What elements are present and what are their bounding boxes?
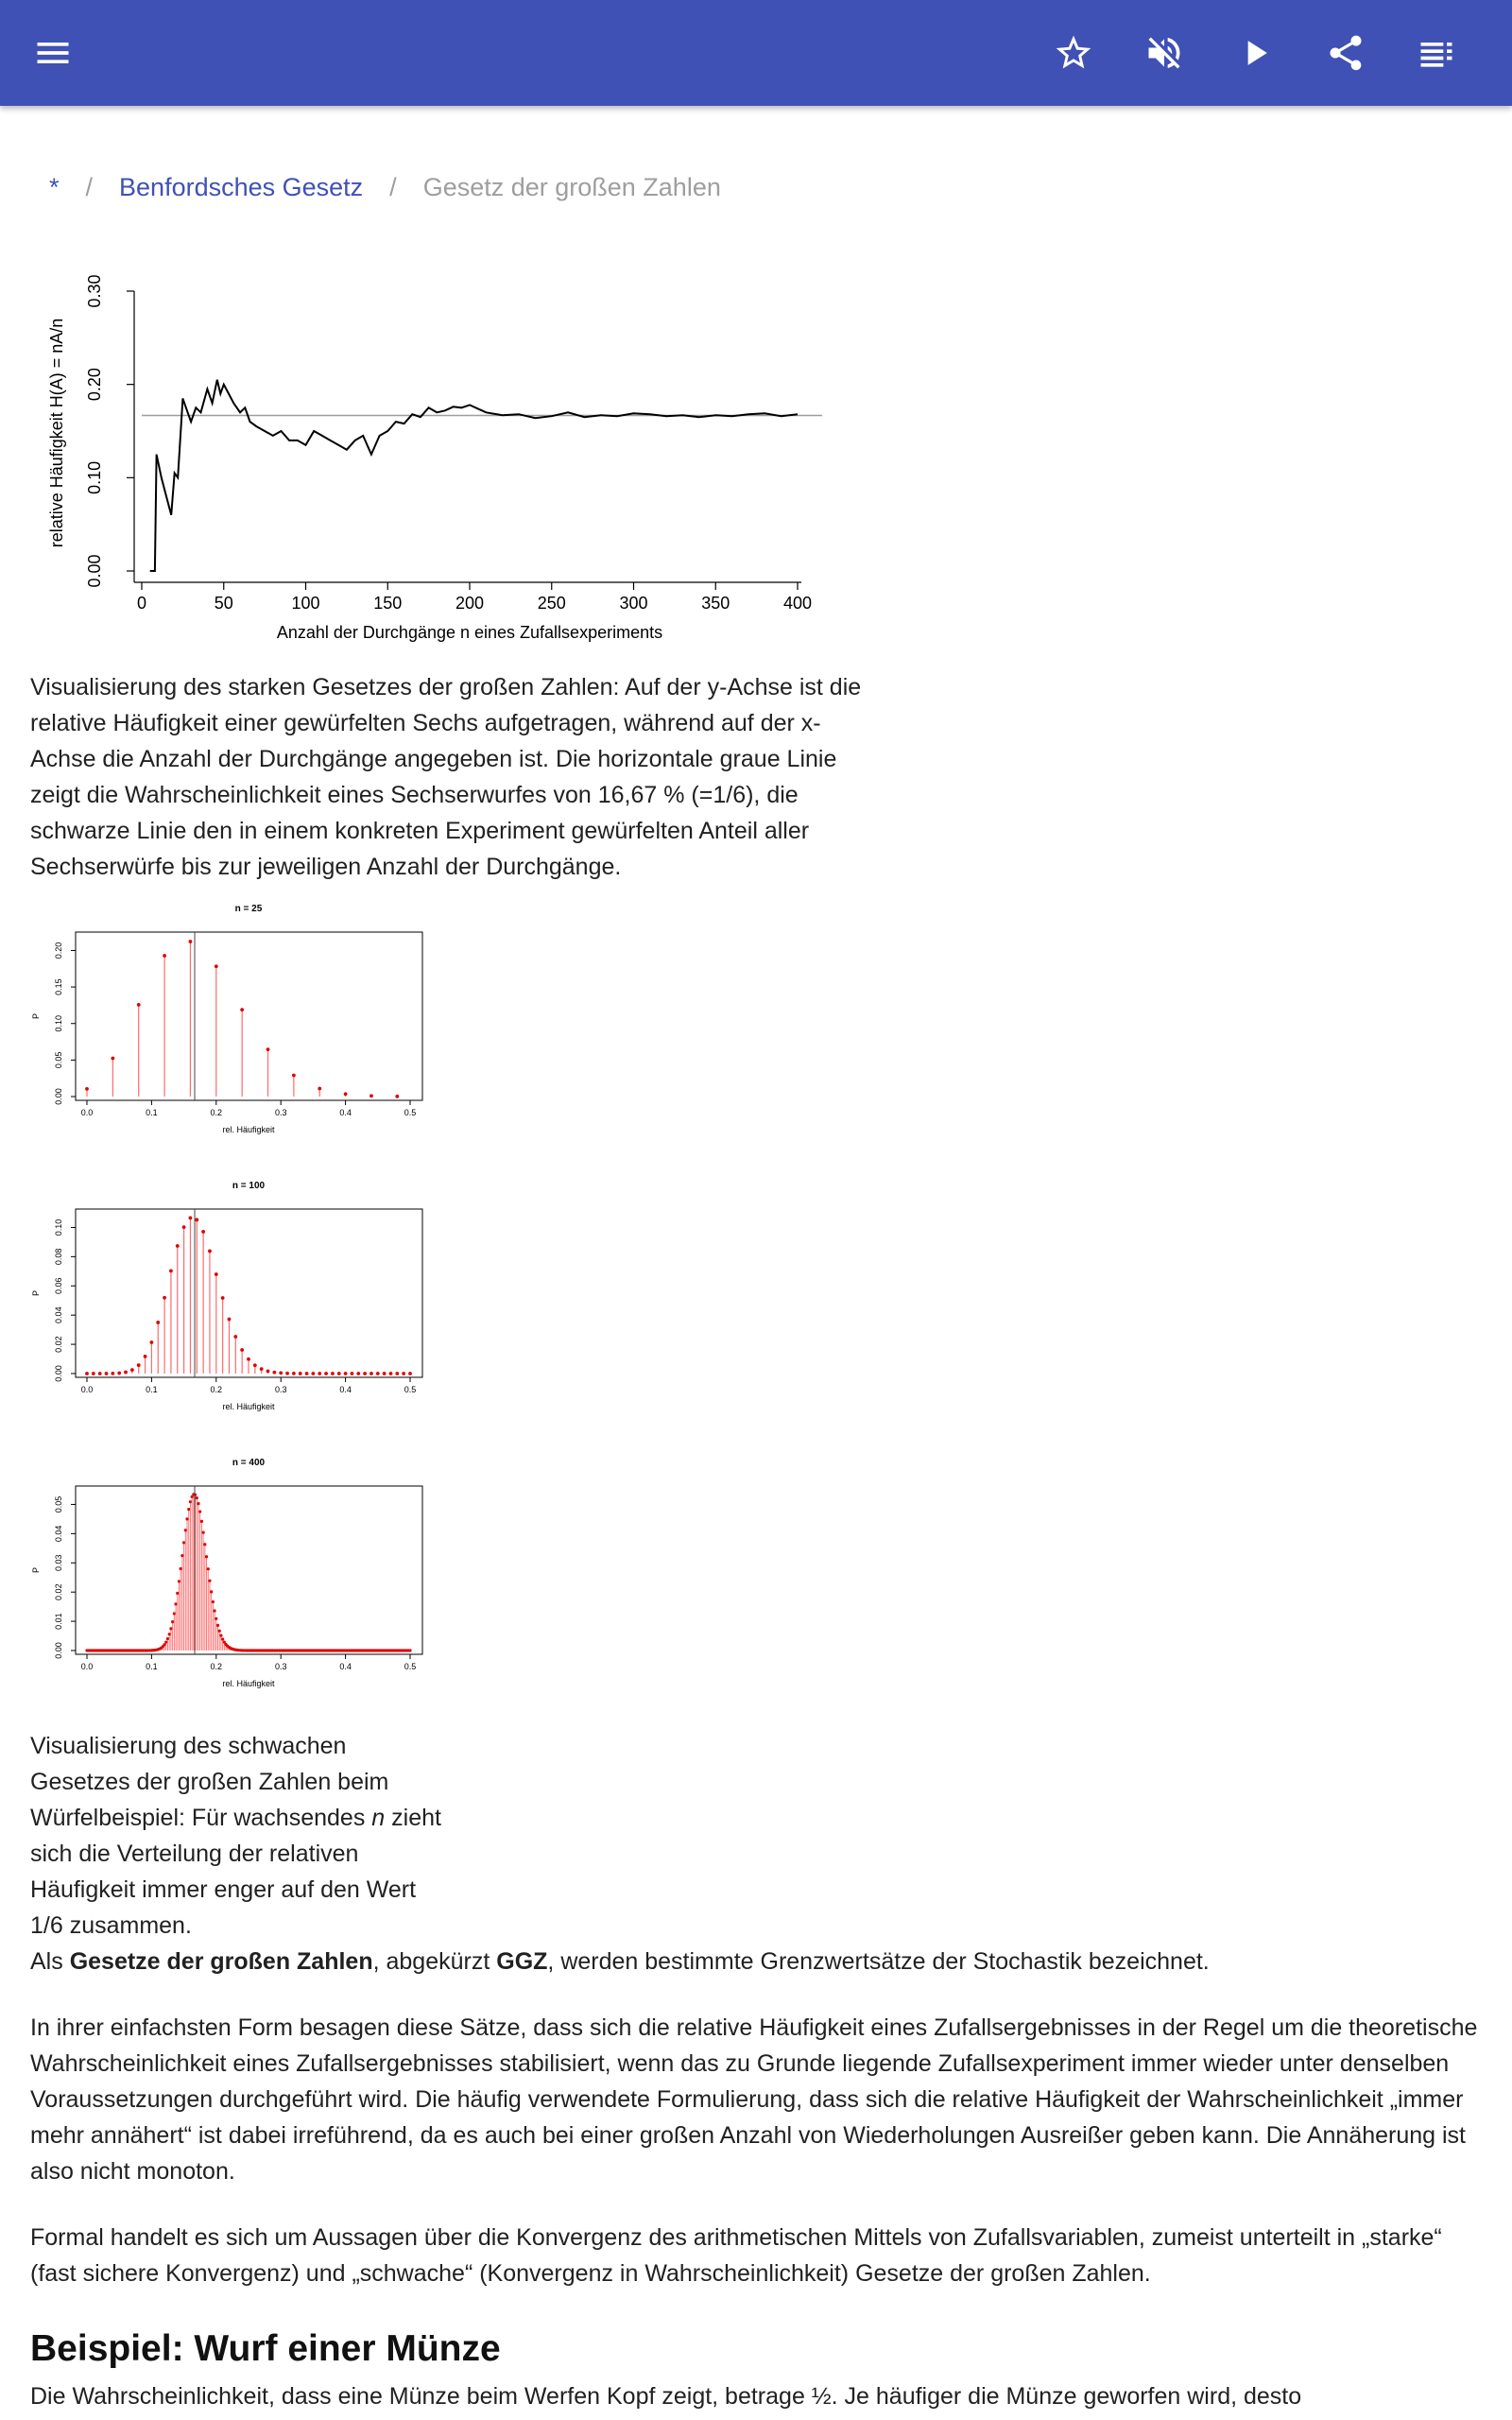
plot-frame — [76, 1209, 422, 1377]
weak-law-caption — [30, 1728, 446, 1944]
bookmark-button[interactable] — [1043, 23, 1104, 83]
play-button[interactable] — [1225, 23, 1285, 83]
probability-point — [279, 1372, 283, 1375]
probability-point — [344, 1372, 348, 1375]
x-tick-label: 0.2 — [210, 1108, 223, 1117]
probability-point — [171, 1620, 174, 1623]
probability-point — [324, 1372, 328, 1375]
mute-button[interactable] — [1134, 23, 1194, 83]
section-heading-coin-toss: Beispiel: Wurf einer Münze — [30, 2328, 501, 2369]
probability-point — [169, 1269, 173, 1272]
term-ggz-abbr: GGZ — [496, 1948, 548, 1975]
probability-point — [233, 1335, 237, 1339]
x-tick-label: 0.5 — [404, 1385, 417, 1394]
probability-point — [185, 1517, 188, 1520]
probability-point — [240, 1008, 244, 1011]
strong-law-chart — [30, 263, 862, 650]
binomial-panel-n-100 — [31, 1181, 422, 1411]
plot-frame — [76, 1486, 422, 1654]
share-icon — [1325, 32, 1366, 74]
probability-point — [180, 1554, 183, 1557]
share-button[interactable] — [1315, 23, 1376, 83]
x-tick-label: 0.5 — [404, 1662, 417, 1671]
y-axis-label: P — [31, 1566, 41, 1574]
binomial-panel-n-25 — [31, 904, 422, 1134]
y-tick-label: 0.03 — [54, 1554, 63, 1572]
x-tick-label: 350 — [701, 594, 730, 613]
y-tick-label: 0.06 — [54, 1277, 63, 1295]
probability-point — [312, 1372, 316, 1375]
probability-point — [240, 1348, 244, 1352]
y-tick-label: 0.02 — [54, 1336, 63, 1353]
probability-point — [85, 1372, 89, 1375]
y-tick-label: 0.20 — [85, 368, 104, 402]
probability-point — [208, 1580, 211, 1582]
probability-point — [305, 1372, 309, 1375]
probability-point — [299, 1372, 302, 1375]
probability-point — [212, 1600, 215, 1603]
probability-point — [215, 1272, 218, 1276]
probability-point — [292, 1074, 296, 1078]
x-axis-label: rel. Häufigkeit — [222, 1402, 275, 1411]
probability-point — [182, 1541, 185, 1544]
probability-point — [228, 1318, 232, 1322]
y-tick-label: 0.30 — [85, 274, 104, 308]
probability-point — [395, 1372, 399, 1375]
weak-law-charts — [30, 898, 437, 1711]
relative-frequency-line — [150, 380, 798, 571]
term-ggz-full: Gesetze der großen Zahlen — [69, 1948, 373, 1975]
y-tick-label: 0.08 — [54, 1248, 63, 1266]
probability-point — [356, 1372, 360, 1375]
probability-point — [176, 1244, 180, 1248]
x-tick-label: 0.0 — [80, 1385, 94, 1394]
y-axis-label: P — [31, 1289, 41, 1297]
x-axis-label: rel. Häufigkeit — [222, 1679, 275, 1688]
probability-point — [395, 1095, 399, 1098]
probability-point — [156, 1321, 160, 1324]
intro-paragraph: Als Gesetze der großen Zahlen, abgekürzt GGZ, werden bestimmte Grenzwertsätze der Stochastik bezeichnet. — [30, 1948, 1210, 1975]
weak-law-figure[interactable] — [30, 898, 437, 1711]
x-tick-label: 0.5 — [404, 1108, 417, 1117]
probability-point — [201, 1230, 205, 1234]
caption-text: zieht sich die Verteilung der relativen Häufigkeit immer enger auf den Wert 1/6 zusammen. — [30, 1805, 441, 1939]
breadcrumb-separator: / — [85, 172, 94, 201]
probability-point — [363, 1372, 367, 1375]
probability-point — [266, 1370, 270, 1374]
strong-law-caption: Visualisierung des starken Gesetzes der großen Zahlen: Auf der y-Achse ist die relative Häufigkeit einer gewürfelten Sechs aufgetragen, während auf der x-Achse die Anzahl der Durchgänge angegeben ist. Die horizontale graue Linie zeigt die Wahrscheinlichkeit eines Sechserwurfes von 16,67 % (=1/6), die schwarze Linie den in einem konkreten Experiment gewürfelten Anteil aller Sechserwürfe bis zur jeweiligen Anzahl der Durchgänge. — [30, 674, 862, 880]
probability-point — [203, 1543, 206, 1546]
plot-frame — [76, 932, 422, 1100]
x-tick-label: 0.1 — [146, 1662, 158, 1671]
probability-point — [337, 1372, 341, 1375]
probability-point — [144, 1355, 147, 1358]
playlist-icon — [1416, 32, 1457, 74]
probability-point — [376, 1372, 380, 1375]
probability-point — [408, 1372, 412, 1375]
probability-point — [180, 1567, 182, 1570]
probability-point — [189, 940, 193, 943]
breadcrumb — [49, 168, 721, 206]
probability-point — [168, 1633, 171, 1635]
paragraph-simplest-form: In ihrer einfachsten Form besagen diese Sätze, dass sich die relative Häufigkeit eines Zufallsergebnisses in der Regel um die theoretische Wahrscheinlichkeit eines Zufallsergebnisses stabilisiert, wenn das zu Grunde liegende Zufallsexperiment immer wieder unter denselben Voraussetzungen durchgeführt wird. Die häufig verwendete Formulierung, dass sich die relative Häufigkeit der Wahrscheinlichkeit „immer mehr annähert“ ist dabei irreführend, da es auch bei einer großen Anzahl von Wiederholungen Ausreißer geben kann. Die Annäherung ist also nicht monoton. — [30, 2014, 1478, 2185]
probability-point — [285, 1372, 289, 1375]
probability-point — [344, 1092, 348, 1096]
paragraph-formal: Formal handelt es sich um Aussagen über die Konvergenz des arithmetischen Mittels von Zufallsvariablen, zumeist unterteilt in „starke“ (fast sichere Konvergenz) und „schwache“ (Konvergenz in Wahrscheinlichkeit) Gesetze der großen Zahlen. — [30, 2224, 1442, 2287]
binomial-panel-n-400 — [31, 1458, 422, 1688]
x-tick-label: 0.4 — [339, 1108, 352, 1117]
probability-point — [164, 1640, 167, 1643]
probability-point — [194, 1494, 197, 1496]
x-tick-label: 0.3 — [274, 1108, 287, 1117]
y-tick-label: 0.04 — [54, 1525, 63, 1543]
probability-point — [150, 1340, 154, 1344]
breadcrumb-parent-link[interactable]: Benfordsches Gesetz — [119, 172, 364, 201]
x-tick-label: 0.1 — [146, 1108, 158, 1117]
probability-point — [137, 1003, 141, 1007]
probability-point — [176, 1592, 179, 1595]
y-tick-label: 0.05 — [54, 1051, 63, 1069]
probability-point — [85, 1087, 89, 1091]
probability-point — [105, 1372, 109, 1375]
probability-point — [163, 1643, 165, 1646]
x-tick-label: 0.3 — [274, 1385, 287, 1394]
y-tick-label: 0.01 — [54, 1613, 63, 1630]
x-tick-label: 0.4 — [339, 1385, 352, 1394]
probability-point — [174, 1602, 177, 1605]
menu-icon — [32, 32, 74, 74]
y-tick-label: 0.10 — [85, 460, 104, 494]
x-tick-label: 50 — [214, 594, 233, 613]
probability-point — [111, 1057, 114, 1061]
probability-point — [318, 1372, 321, 1375]
probability-point — [221, 1296, 225, 1300]
probability-point — [369, 1372, 373, 1375]
x-tick-label: 0.1 — [146, 1385, 158, 1394]
x-axis-label: rel. Häufigkeit — [222, 1125, 275, 1134]
probability-point — [369, 1094, 373, 1098]
x-tick-label: 0.2 — [210, 1385, 223, 1394]
x-tick-label: 0.0 — [80, 1662, 94, 1671]
probability-point — [178, 1580, 180, 1582]
y-tick-label: 0.00 — [54, 1365, 63, 1382]
x-tick-label: 0.4 — [339, 1662, 352, 1671]
probability-point — [163, 1296, 166, 1300]
probability-point — [130, 1368, 134, 1372]
probability-point — [173, 1612, 176, 1615]
app-bar — [0, 0, 1512, 106]
probability-point — [184, 1529, 187, 1531]
probability-point — [318, 1087, 321, 1091]
y-tick-label: 0.04 — [54, 1306, 63, 1323]
x-tick-label: 0 — [136, 594, 147, 613]
probability-point — [200, 1520, 203, 1523]
caption-text: Visualisierung des schwachen Gesetzes der großen Zahlen beim Würfelbeispiel: Für wachsendes — [30, 1733, 389, 1831]
probability-point — [202, 1531, 205, 1534]
y-tick-label: 0.20 — [54, 942, 63, 959]
probability-point — [351, 1372, 354, 1375]
probability-point — [219, 1634, 222, 1637]
probability-point — [198, 1510, 201, 1512]
probability-point — [205, 1555, 208, 1558]
menu-button[interactable] — [23, 23, 83, 83]
probability-point — [213, 1609, 215, 1612]
y-tick-label: 0.00 — [54, 1642, 63, 1659]
probability-point — [197, 1502, 199, 1505]
probability-point — [389, 1372, 393, 1375]
y-tick-label: 0.02 — [54, 1583, 63, 1600]
x-tick-label: 150 — [373, 594, 403, 613]
y-tick-label: 0.05 — [54, 1495, 63, 1513]
panel-title: n = 100 — [232, 1181, 266, 1191]
panel-title: n = 400 — [232, 1458, 266, 1468]
x-tick-label: 250 — [537, 594, 566, 613]
contents-button[interactable] — [1406, 23, 1467, 83]
probability-point — [221, 1637, 224, 1640]
probability-point — [215, 964, 218, 968]
probability-point — [272, 1371, 276, 1374]
probability-point — [207, 1567, 210, 1570]
star-icon — [1053, 32, 1094, 74]
x-tick-label: 0.2 — [210, 1662, 223, 1671]
x-axis-label: Anzahl der Durchgänge n eines Zufallsexperiments — [276, 623, 663, 642]
probability-point — [124, 1371, 128, 1374]
probability-point — [182, 1225, 186, 1229]
probability-point — [383, 1372, 387, 1375]
x-tick-label: 0.0 — [80, 1108, 94, 1117]
probability-point — [208, 1250, 212, 1253]
probability-point — [331, 1372, 335, 1375]
y-tick-label: 0.10 — [54, 1219, 63, 1236]
probability-point — [117, 1372, 121, 1375]
probability-point — [189, 1217, 193, 1220]
probability-point — [247, 1357, 250, 1361]
breadcrumb-home-link[interactable]: * — [49, 172, 60, 201]
paragraph-coin-toss: Die Wahrscheinlichkeit, dass eine Münze beim Werfen Kopf zeigt, betrage ½. Je häufiger die Münze geworfen wird, desto — [30, 2383, 1302, 2410]
y-axis-label: relative Häufigkeit H(A) = nA/n — [47, 318, 66, 548]
probability-point — [218, 1630, 221, 1633]
probability-point — [215, 1617, 217, 1620]
mute-icon — [1143, 32, 1185, 74]
probability-point — [292, 1372, 296, 1375]
probability-point — [137, 1363, 141, 1367]
probability-point — [166, 1637, 169, 1640]
probability-point — [260, 1367, 264, 1371]
probability-point — [98, 1372, 102, 1375]
probability-point — [216, 1624, 219, 1627]
y-tick-label: 0.10 — [54, 1014, 63, 1032]
probability-point — [189, 1500, 192, 1503]
x-tick-label: 0.3 — [274, 1662, 287, 1671]
y-tick-label: 0.15 — [54, 978, 63, 995]
probability-point — [210, 1590, 213, 1593]
probability-point — [92, 1372, 95, 1375]
probability-point — [111, 1372, 114, 1375]
strong-law-figure[interactable] — [30, 263, 862, 650]
play-icon — [1234, 32, 1276, 74]
x-tick-label: 400 — [782, 594, 813, 613]
probability-point — [402, 1372, 405, 1375]
probability-point — [187, 1508, 190, 1511]
x-tick-label: 300 — [619, 594, 648, 613]
x-tick-label: 200 — [455, 594, 485, 613]
probability-point — [195, 1218, 198, 1221]
y-tick-label: 0.00 — [54, 1088, 63, 1105]
probability-point — [253, 1363, 257, 1367]
probability-point — [266, 1047, 270, 1051]
probability-point — [163, 954, 166, 958]
y-axis-label: P — [31, 1012, 41, 1020]
probability-point — [169, 1627, 172, 1630]
probability-point — [408, 1649, 411, 1651]
panel-title: n = 25 — [234, 904, 263, 914]
breadcrumb-separator: / — [389, 172, 397, 201]
x-tick-label: 100 — [291, 594, 320, 613]
caption-variable-n: n — [371, 1805, 386, 1831]
probability-point — [196, 1496, 198, 1499]
breadcrumb-current: Gesetz der großen Zahlen — [422, 172, 721, 201]
y-tick-label: 0.00 — [85, 554, 104, 588]
